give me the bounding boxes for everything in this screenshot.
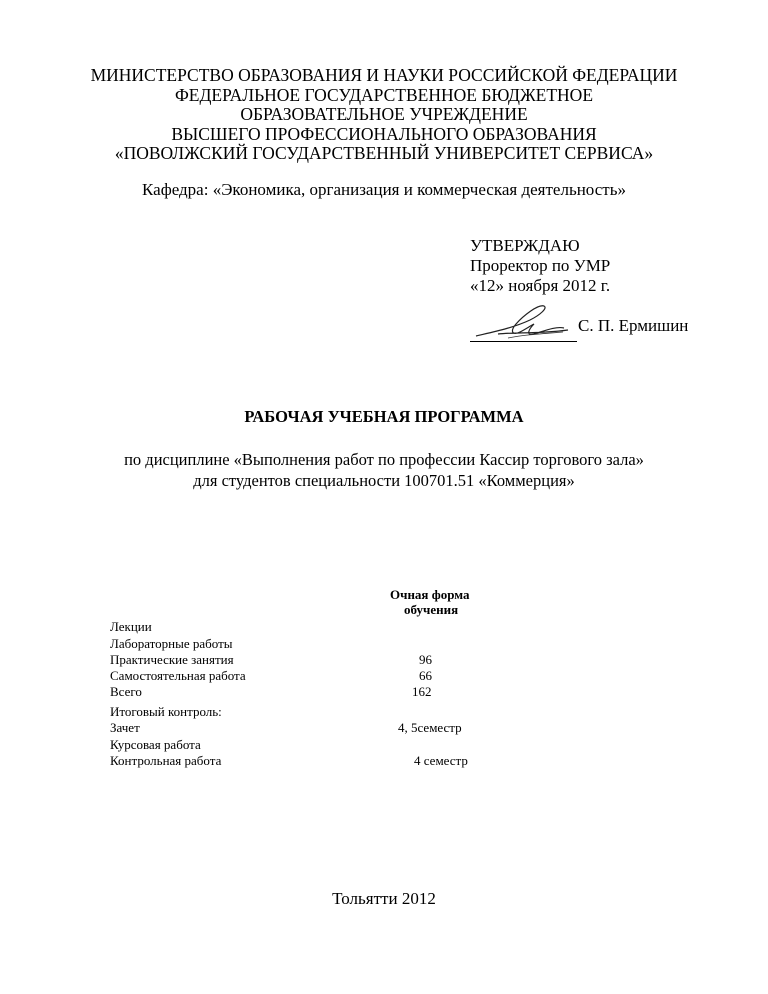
- row-labs-label: Лабораторные работы: [110, 636, 233, 651]
- ministry-line: МИНИСТЕРСТВО ОБРАЗОВАНИЯ И НАУКИ РОССИЙСКОЙ ФЕДЕРАЦИИ: [90, 65, 678, 85]
- department-line: Кафедра: «Экономика, организация и коммерческая деятельность»: [142, 180, 626, 199]
- institution-line-4: ВЫСШЕГО ПРОФЕССИОНАЛЬНОГО ОБРАЗОВАНИЯ: [171, 123, 597, 144]
- university-name: «ПОВОЛЖСКИЙ ГОСУДАРСТВЕННЫЙ УНИВЕРСИТЕТ СЕРВИСА»: [114, 143, 654, 163]
- row-lectures-label: Лекции: [110, 619, 152, 634]
- approval-block: [470, 236, 610, 296]
- row-self-study-value: 66: [419, 668, 432, 683]
- approval-date: «12» ноября 2012 г.: [470, 276, 611, 295]
- study-form-header: [390, 587, 470, 617]
- row-credit-label: Зачет: [110, 720, 140, 735]
- row-total-value: 162: [412, 684, 432, 699]
- subject-line: по дисциплине «Выполнения работ по профессии Кассир торгового зала»: [124, 450, 644, 469]
- institution-line-3: ОБРАЗОВАТЕЛЬНОЕ УЧРЕЖДЕНИЕ: [240, 104, 528, 124]
- approved-label: УТВЕРЖДАЮ: [470, 236, 580, 255]
- approver-position: Проректор по УМР: [470, 256, 611, 275]
- institution-header: [0, 66, 768, 164]
- specialty-line: для студентов специальности 100701.51 «Коммерция»: [193, 471, 575, 490]
- row-test-work-value: 4 семестр: [414, 753, 468, 768]
- city-year: Тольятти 2012: [332, 889, 436, 908]
- signature-line: [470, 341, 577, 342]
- row-total-label: Всего: [110, 684, 142, 699]
- row-practice-value: 96: [419, 652, 432, 667]
- row-final-control-label: Итоговый контроль:: [110, 704, 222, 719]
- study-form-line-1: Очная форма: [390, 587, 470, 602]
- row-credit-value: 4, 5семестр: [398, 720, 462, 735]
- row-practice-label: Практические занятия: [110, 652, 234, 667]
- institution-line-2: ФЕДЕРАЛЬНОЕ ГОСУДАРСТВЕННОЕ БЮДЖЕТНОЕ: [174, 84, 594, 105]
- row-test-work-label: Контрольная работа: [110, 753, 222, 768]
- document-title: РАБОЧАЯ УЧЕБНАЯ ПРОГРАММА: [244, 407, 524, 426]
- row-self-study-label: Самостоятельная работа: [110, 668, 246, 683]
- approver-name: С. П. Ермишин: [578, 316, 689, 335]
- study-form-line-2: обучения: [404, 602, 459, 617]
- row-coursework-label: Курсовая работа: [110, 737, 201, 752]
